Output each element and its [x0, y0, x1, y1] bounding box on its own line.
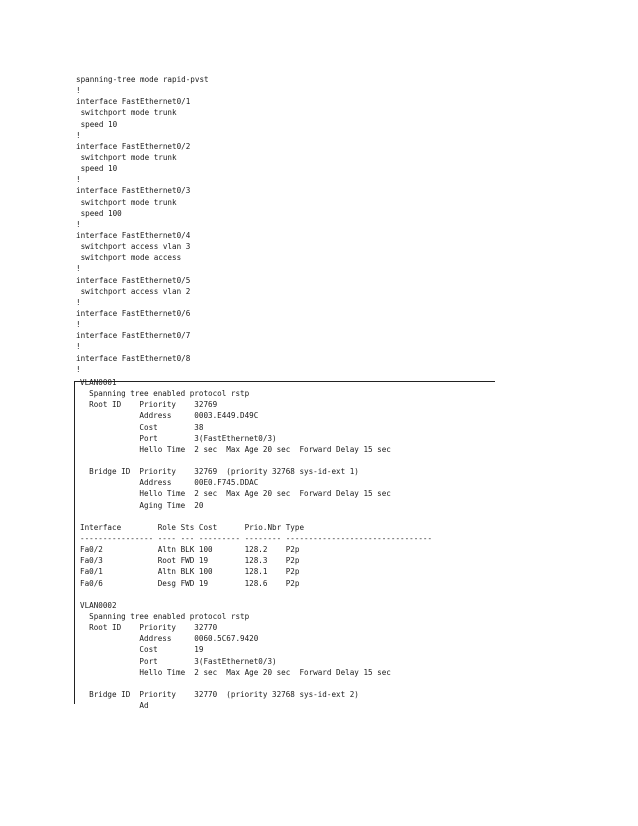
config-line: interface FastEthernet0/4 [76, 230, 191, 240]
console-line: Hello Time 2 sec Max Age 20 sec Forward Delay 15 sec [80, 489, 391, 499]
console-line: Fa0/3 Root FWD 19 128.3 P2p [80, 556, 300, 566]
console-line [80, 678, 432, 689]
config-line: spanning-tree mode rapid-pvst [76, 75, 209, 84]
console-line: Aging Time 20 [80, 500, 204, 510]
config-line: speed 10 [76, 119, 118, 129]
console-line: Fa0/6 Desg FWD 19 128.6 P2p [80, 578, 300, 588]
console-line: Port 3(FastEthernet0/3) [80, 433, 277, 443]
console-line: Cost 19 [80, 645, 204, 655]
config-line: interface FastEthernet0/3 [76, 186, 191, 196]
console-line [80, 589, 432, 600]
config-line: ! [76, 297, 81, 307]
config-line: speed 100 [76, 208, 122, 218]
config-line: ! [76, 342, 81, 352]
console-line: Root ID Priority 32770 [80, 623, 218, 633]
console-line: Spanning tree enabled protocol rstp [80, 389, 250, 399]
config-line: ! [76, 264, 81, 274]
config-line: ! [76, 219, 81, 229]
config-line: interface FastEthernet0/7 [76, 331, 191, 341]
config-line: speed 10 [76, 164, 118, 174]
console-line: VLAN0002 [80, 600, 117, 610]
spanning-tree-output-screenshot [74, 378, 495, 711]
console-line: Address 0003.E449.D49C [80, 411, 259, 421]
console-line [80, 511, 432, 522]
config-line: switchport mode trunk [76, 108, 177, 118]
console-line: Cost 38 [80, 422, 204, 432]
console-line: Ad [80, 701, 149, 711]
config-line: ! [76, 130, 81, 140]
console-line: Fa0/2 Altn BLK 100 128.2 P2p [80, 545, 300, 555]
config-line: interface FastEthernet0/1 [76, 97, 191, 107]
config-line: switchport mode trunk [76, 197, 177, 207]
config-line: switchport mode access [76, 253, 182, 263]
config-line: ! [76, 364, 81, 374]
config-line: switchport mode trunk [76, 152, 177, 162]
config-line: ! [76, 175, 81, 185]
console-line: Bridge ID Priority 32770 (priority 32768 sys-id-ext 2) [80, 689, 359, 699]
console-line: Interface Role Sts Cost Prio.Nbr Type [80, 522, 305, 532]
console-line: Address 00E0.F745.DDAC [80, 478, 259, 488]
console-line [80, 455, 432, 466]
console-line: Hello Time 2 sec Max Age 20 sec Forward Delay 15 sec [80, 667, 391, 677]
running-config-text [76, 74, 496, 375]
config-line: switchport access vlan 2 [76, 286, 191, 296]
console-line: Fa0/1 Altn BLK 100 128.1 P2p [80, 567, 300, 577]
console-line: Root ID Priority 32769 [80, 400, 218, 410]
config-line: interface FastEthernet0/5 [76, 275, 191, 285]
console-line: Spanning tree enabled protocol rstp [80, 611, 250, 621]
console-line: Address 0060.5C67.9420 [80, 634, 259, 644]
console-line: VLAN0001 [80, 378, 117, 387]
console-line: Hello Time 2 sec Max Age 20 sec Forward Delay 15 sec [80, 444, 391, 454]
console-line: Bridge ID Priority 32769 (priority 32768 sys-id-ext 1) [80, 467, 359, 477]
config-line: interface FastEthernet0/8 [76, 353, 191, 363]
config-line: interface FastEthernet0/2 [76, 141, 191, 151]
console-line: ---------------- ---- --- --------- -------- -------------------------------- [80, 533, 433, 543]
config-line: interface FastEthernet0/6 [76, 308, 191, 318]
config-line: ! [76, 320, 81, 330]
console-line: Port 3(FastEthernet0/3) [80, 656, 277, 666]
config-line: switchport access vlan 3 [76, 242, 191, 252]
config-line: ! [76, 86, 81, 96]
